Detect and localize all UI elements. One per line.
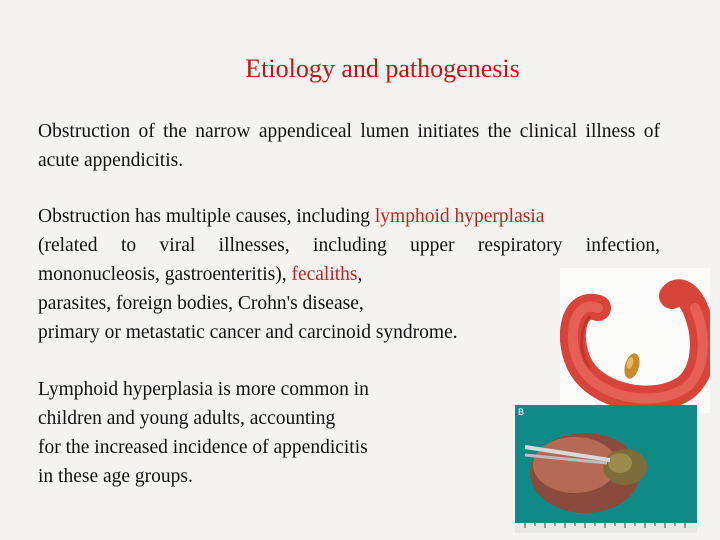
lymphoid-line-2: children and young adults, accounting [38, 408, 336, 429]
causes-line-2: (related to viral illnesses, including upper respiratory infection, [38, 235, 660, 256]
lymphoid-line-1: Lymphoid hyperplasia is more common in [38, 379, 369, 400]
highlight-lymphoid-hyperplasia: lymphoid hyperplasia [374, 206, 545, 227]
paragraph-lymphoid [38, 375, 468, 491]
highlight-fecaliths: fecaliths [291, 264, 358, 285]
paragraph-obstruction-intro: Obstruction of the narrow appendiceal lumen initiates the clinical illness of acute appendicitis. [38, 121, 660, 171]
appendix-specimen-drawing [560, 268, 710, 413]
lymphoid-line-3: for the increased incidence of appendicitis [38, 437, 368, 458]
surgical-appendix-image [515, 405, 697, 533]
causes-line-1: Obstruction has multiple causes, including lymphoid hyperplasia [38, 206, 545, 227]
slide-title: Etiology and pathogenesis [245, 54, 520, 83]
photo-label-b: B [518, 407, 525, 417]
causes-line-4: parasites, foreign bodies, Crohn's disease, [38, 293, 364, 314]
lymphoid-line-4: in these age groups. [38, 466, 193, 487]
causes-line-3: mononucleosis, gastroenteritis), fecaliths, [38, 264, 363, 285]
causes-line-5: primary or metastatic cancer and carcinoid syndrome. [38, 322, 458, 343]
appendix-specimen-image [560, 268, 710, 413]
surgical-appendix-drawing [515, 405, 697, 533]
